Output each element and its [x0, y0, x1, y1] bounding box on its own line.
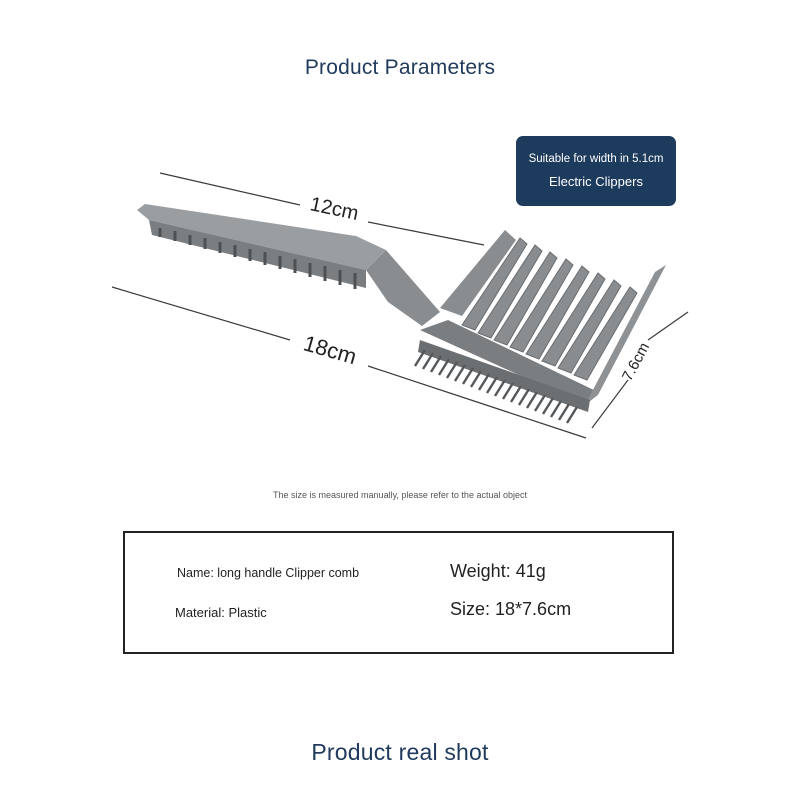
param-material: Material: Plastic — [175, 605, 267, 620]
dimension-line-7-6cm-top — [648, 312, 688, 340]
dimension-line-12cm-left — [160, 173, 300, 205]
badge-line-2: Electric Clippers — [549, 174, 643, 189]
dimension-line-18cm-left — [112, 287, 290, 340]
badge-line-1: Suitable for width in 5.1cm — [528, 153, 664, 165]
dimension-label-18cm: 18cm — [300, 330, 360, 370]
dimension-line-12cm-right — [368, 222, 484, 245]
parameters-table — [123, 531, 674, 654]
dimension-label-7-6cm: 7.6cm — [618, 339, 654, 384]
measurement-note: The size is measured manually, please refer to the actual object — [273, 490, 527, 500]
dimension-label-12cm: 12cm — [308, 193, 361, 225]
product-real-shot-title: Product real shot — [311, 739, 489, 765]
product-parameters-title: Product Parameters — [304, 56, 496, 79]
param-name: Name: long handle Clipper comb — [177, 566, 360, 580]
param-size: Size: 18*7.6cm — [450, 599, 572, 619]
param-weight: Weight: 41g — [450, 561, 546, 581]
